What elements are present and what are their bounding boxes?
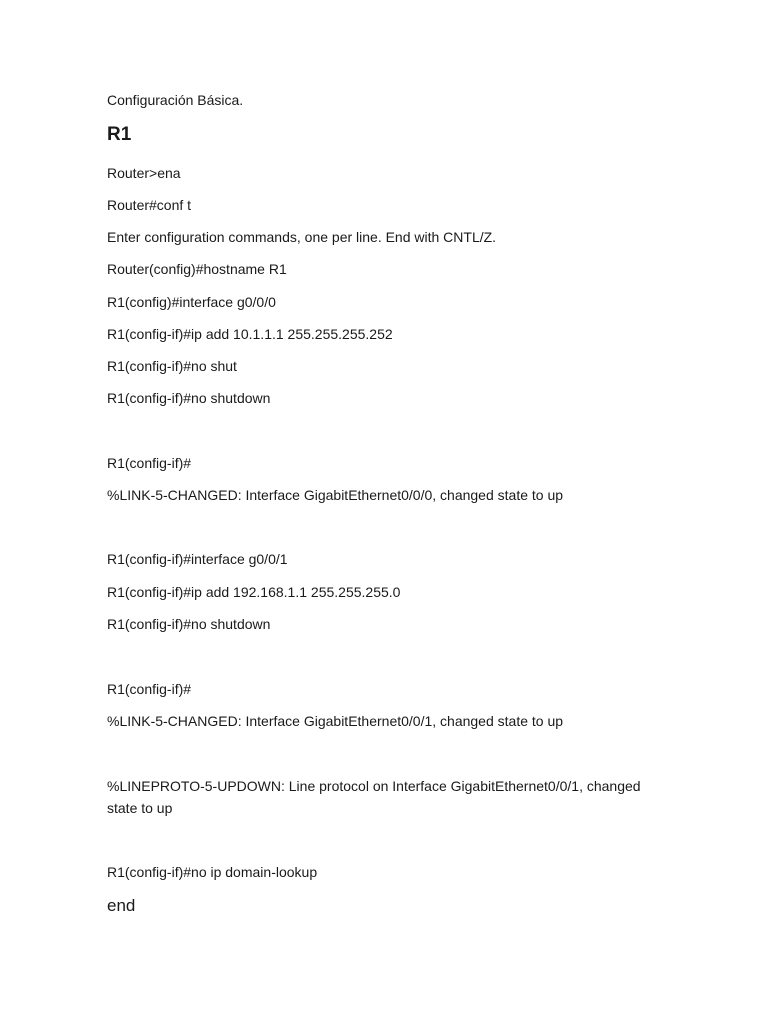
console-message: %LINK-5-CHANGED: Interface GigabitEthernet0/0/1, changed state to up (107, 713, 564, 729)
command-line: R1(config-if)#interface g0/0/1 (107, 551, 288, 567)
command-line: R1(config-if)#ip add 10.1.1.1 255.255.255.252 (107, 326, 393, 342)
command-line: Router#conf t (107, 197, 192, 213)
console-message: Enter configuration commands, one per line. End with CNTL/Z. (107, 229, 497, 245)
command-line: R1(config-if)#no shutdown (107, 616, 271, 632)
command-line: R1(config)#interface g0/0/0 (107, 294, 276, 310)
command-line: R1(config-if)#no shut (107, 358, 237, 374)
command-line: R1(config-if)#no ip domain-lookup (107, 864, 318, 880)
command-line: Router(config)#hostname R1 (107, 261, 287, 277)
console-message: %LINEPROTO-5-UPDOWN: Line protocol on Interface GigabitEthernet0/0/1, changed state to up (107, 778, 641, 816)
command-line: R1(config-if)# (107, 681, 192, 697)
end-text: end (107, 896, 136, 915)
section-title: Configuración Básica. (107, 92, 244, 108)
command-line: R1(config-if)# (107, 455, 192, 471)
command-line: R1(config-if)#no shutdown (107, 390, 271, 406)
router-heading: R1 (107, 124, 132, 145)
command-line: Router>ena (107, 165, 181, 181)
command-line: R1(config-if)#ip add 192.168.1.1 255.255.255.0 (107, 584, 401, 600)
console-message: %LINK-5-CHANGED: Interface GigabitEthernet0/0/0, changed state to up (107, 487, 564, 503)
